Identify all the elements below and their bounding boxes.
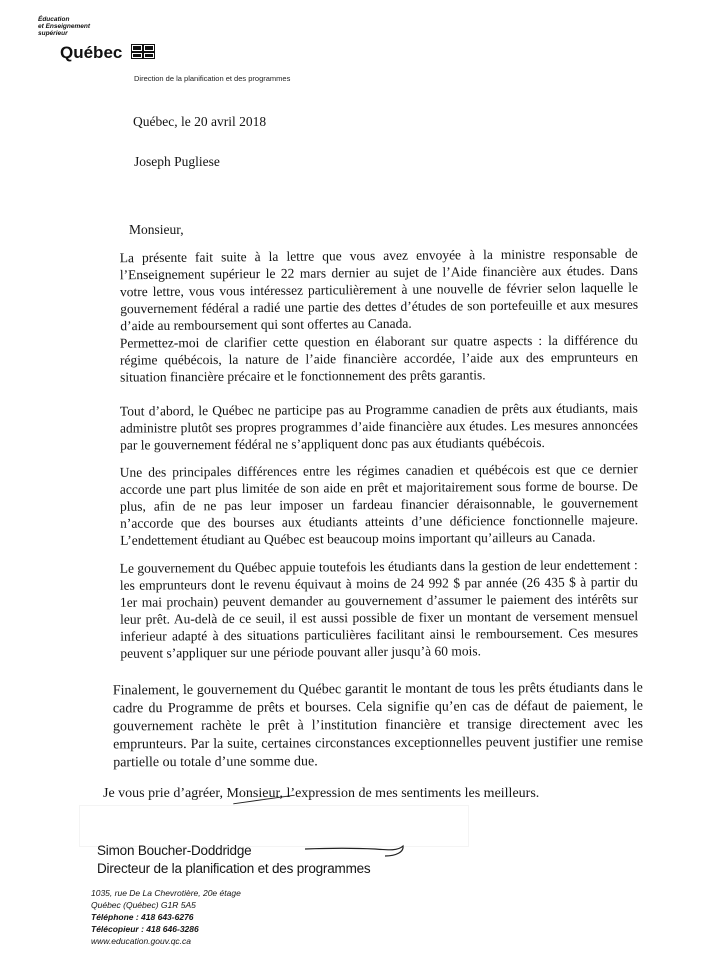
redaction-box	[79, 805, 469, 847]
footer-city: Québec (Québec) G1R 5A5	[91, 900, 196, 910]
footer-phone: Téléphone : 418 643-6276	[91, 912, 194, 922]
footer-website-link[interactable]: www.education.gouv.qc.ca	[91, 936, 192, 946]
footer-street: 1035, rue De La Chevrotière, 20e étage	[91, 888, 241, 898]
ministry-line-2: et Enseignement	[38, 23, 91, 30]
ministry-line-1: Éducation	[38, 16, 70, 23]
footer-fax: Télécopieur : 418 646-3286	[91, 924, 199, 934]
quebec-flag-icon	[131, 44, 155, 59]
quebec-logo-text: Québec	[60, 43, 123, 62]
ministry-name	[38, 16, 90, 37]
salutation: Monsieur,	[129, 222, 184, 237]
letter-date: Québec, le 20 avril 2018	[133, 114, 267, 129]
paragraph-3: Tout d’abord, le Québec ne participe pas au Programme canadien de prêts aux étudiants, mais administre plutôt ses propres programmes d’aide financière aux études. Les mesures annoncées par le gouvernement fédéral ne s’appliquent donc pas aux étudiants québécois.	[119, 400, 639, 453]
recipient-name: Joseph Pugliese	[134, 154, 220, 169]
footer-address	[91, 887, 241, 947]
closing-line: Je vous prie d’agréer, Monsieur, l’expression de mes sentiments les meilleurs.	[103, 786, 540, 801]
paragraph-6: Finalement, le gouvernement du Québec garantit le montant de tous les prêts étudiants dans le cadre du Programme de prêts et bourses. Cela signifie qu’en cas de défaut de paiement, le gouvernement rachète le prêt à l’institution financière et transige directement avec les emprunteurs. Par la suite, certaines circonstances exceptionnelles peuvent justifier une remise partielle ou totale d’une somme due.	[112, 680, 644, 771]
paragraph-2: Permettez-moi de clarifier cette question en élaborant sur quatre aspects : la différence du régime québécois, la nature de l’aide financière accordée, l’aide aux des emprunteurs en situation financière précaire et le fonctionnement des prêts garantis.	[119, 332, 639, 385]
signatory-name: Simon Boucher-Doddridge	[97, 843, 252, 858]
ministry-line-3: supérieur	[38, 30, 68, 37]
paragraph-4: Une des principales différences entre les régimes canadien et québécois est que ce dernier accorde une part plus limitée de son aide en prêt et majoritairement sous forme de bourse. De plus, afin de ne pas leur imposer un fardeau financier déraisonnable, le gouvernement n’accorde que des bourses aux étudiants atteints d’une déficience fonctionnelle majeure. L’endettement étudiant au Québec est beaucoup moins important qu’ailleurs au Canada.	[119, 461, 639, 548]
paragraph-1: La présente fait suite à la lettre que vous avez envoyée à la ministre responsable de l’Enseignement supérieur le 22 mars dernier au sujet de l’Aide financière aux études. Dans votre lettre, vous vous intéressez particulièrement à une nouvelle de février selon laquelle le gouvernement fédéral a radié une partie des dettes d’études de son portefeuille et aux mesures d’aide au remboursement qui sont offertes au Canada.	[119, 245, 639, 334]
paragraph-5: Le gouvernement du Québec appuie toutefois les étudiants dans la gestion de leur endettement : les emprunteurs dont le revenu équivaut à moins de 24 992 $ par année (26 435 $ à partir du 1er mai prochain) peuvent demander au gouvernement d’assumer le paiement des intérêts sur leur prêt. Au-delà de ce seuil, il est aussi possible de fixer un montant de versement mensuel inferieur adapté à des situations particulières facilitant ainsi le remboursement. Ces mesures peuvent s’appliquer sur une période pouvant aller jusqu’à 60 mois.	[119, 557, 639, 661]
signatory-title: Directeur de la planification et des programmes	[97, 861, 371, 876]
handwritten-signature	[300, 836, 410, 860]
direction-name: Direction de la planification et des programmes	[134, 74, 291, 83]
